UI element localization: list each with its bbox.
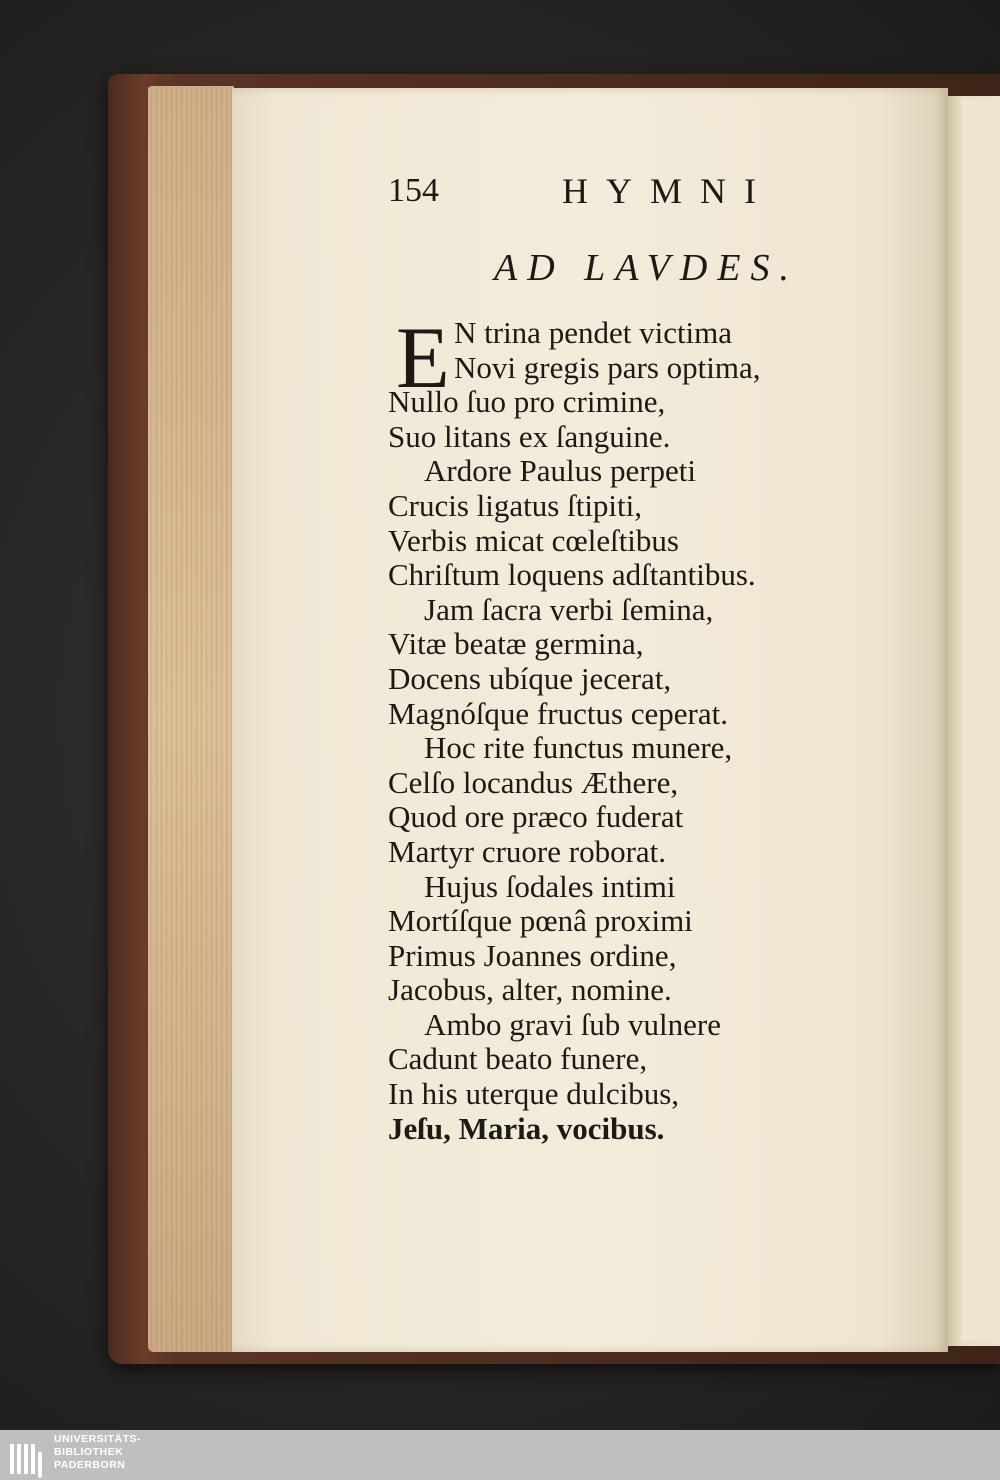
- hymn-line: Quod ore præco fuderat: [388, 799, 684, 835]
- hymn-lines: [388, 310, 848, 1146]
- hymn-line: Verbis micat cœleſtibus: [388, 522, 679, 558]
- page-edges-shade: [148, 86, 234, 1352]
- running-head: HYMNI: [562, 171, 774, 211]
- hymn-line: Hoc rite functus munere,: [424, 730, 733, 766]
- hymn-line: Ardore Paulus perpeti: [424, 453, 697, 489]
- hymn-line: Cadunt beato funere,: [388, 1041, 648, 1077]
- hymn-text: [388, 310, 848, 1146]
- hymn-line: Suo litans ex ſanguine.: [388, 418, 671, 454]
- hymn-line: Celſo locandus Æthere,: [388, 764, 679, 800]
- hymn-line: Jacobus, alter, nomine.: [388, 972, 672, 1008]
- hymn-line: Chriſtum loquens adſtantibus.: [388, 557, 756, 593]
- facing-page-inner: [962, 100, 1000, 1340]
- hymn-line: Novi gregis pars optima,: [454, 349, 761, 385]
- hymn-line: Vitæ beatæ germina,: [388, 626, 644, 662]
- hymn-line: Primus Joannes ordine,: [388, 937, 677, 973]
- hymn-line: Magnóſque fructus ceperat.: [388, 695, 729, 731]
- library-line: UNIVERSITÄTS-: [54, 1433, 142, 1445]
- hymn-line: Martyr cruore roborat.: [388, 833, 667, 869]
- library-line: BIBLIOTHEK: [54, 1446, 124, 1458]
- hymn-title: AD LAVDES.: [494, 247, 799, 289]
- hymn-line: Ambo gravi ſub vulnere: [424, 1006, 722, 1042]
- page-number: 154: [388, 172, 439, 209]
- drop-cap: E: [396, 310, 450, 407]
- hymn-line: N trina pendet victima: [454, 315, 733, 350]
- library-logo-icon: [6, 1432, 46, 1478]
- library-name: [54, 1433, 141, 1472]
- hymn-line: Mortíſque pœnâ proximi: [388, 903, 693, 939]
- hymn-line: In his uterque dulcibus,: [388, 1076, 680, 1112]
- hymn-line: Jam ſacra verbi ſemina,: [424, 591, 714, 627]
- hymn-line: Hujus ſodales intimi: [424, 868, 676, 904]
- hymn-line: Docens ubíque jecerat,: [388, 660, 672, 696]
- library-footer: [0, 1430, 1000, 1480]
- hymn-line: Jeſu, Maria, vocibus.: [388, 1110, 665, 1146]
- library-line: PADERBORN: [54, 1459, 126, 1471]
- hymn-line: Crucis ligatus ſtipiti,: [388, 487, 643, 523]
- hymn-line: Nullo ſuo pro crimine,: [388, 384, 666, 420]
- page-header: [388, 170, 880, 214]
